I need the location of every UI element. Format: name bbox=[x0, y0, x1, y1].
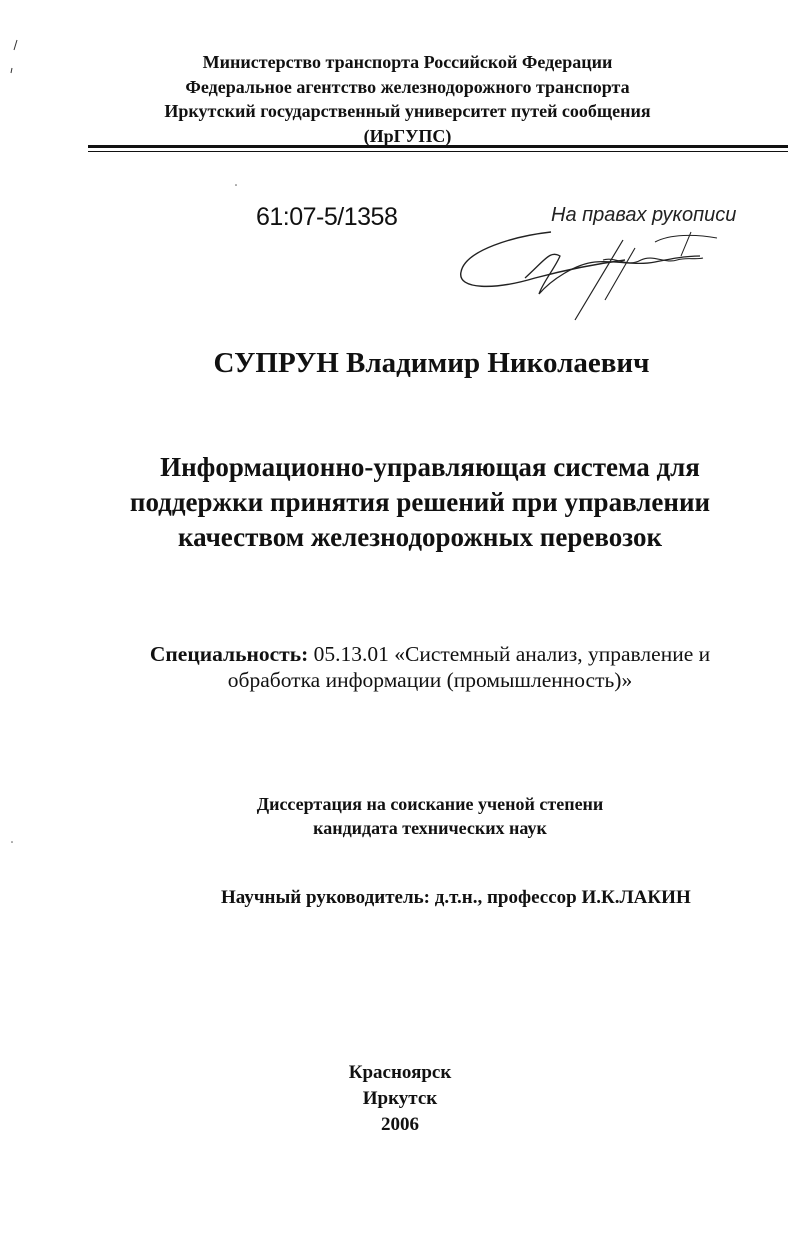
city-2: Иркутск bbox=[362, 1088, 438, 1109]
agency-line: Федеральное агентство железнодорожного транспорта bbox=[185, 76, 630, 97]
dissertation-title bbox=[110, 450, 730, 555]
ministry-line: Министерство транспорта Российской Федерации bbox=[202, 52, 613, 72]
handwritten-signature bbox=[455, 220, 725, 330]
degree-line-2: кандидата технических наук bbox=[313, 818, 547, 838]
degree-statement bbox=[215, 792, 645, 840]
university-abbr: (ИрГУПС) bbox=[363, 125, 452, 146]
header-rule-thin bbox=[88, 151, 788, 152]
year: 2006 bbox=[381, 1114, 419, 1135]
title-line-1: Информационно-управляющая система для bbox=[160, 452, 700, 482]
city-1: Красноярск bbox=[348, 1062, 452, 1083]
header-rule-thick bbox=[88, 145, 788, 148]
specialty-text-2: обработка информации (промышленность)» bbox=[227, 668, 633, 692]
title-line-3: качеством железнодорожных перевозок bbox=[178, 522, 662, 552]
specialty-label: Специальность: bbox=[149, 642, 309, 666]
title-line-2: поддержки принятия решений при управлении bbox=[129, 487, 711, 517]
degree-line-1: Диссертация на соискание ученой степени bbox=[256, 794, 604, 814]
author-name bbox=[0, 347, 795, 380]
university-line: Иркутский государственный университет путей сообщения bbox=[164, 101, 651, 121]
rights-note: На правах рукописи bbox=[551, 204, 737, 226]
specialty-block bbox=[120, 641, 740, 693]
specialty-text-1: 05.13.01 «Системный анализ, управление и bbox=[308, 642, 711, 666]
place-and-year bbox=[300, 1060, 500, 1138]
document-code: 61:07-5/1358 bbox=[256, 203, 398, 231]
author-name-text: СУПРУН Владимир Николаевич bbox=[213, 347, 650, 379]
scientific-advisor: Научный руководитель: д.т.н., профессор И.К.ЛАКИН bbox=[221, 887, 691, 908]
specialty-line-1 bbox=[120, 641, 740, 667]
institution-header bbox=[0, 50, 795, 148]
